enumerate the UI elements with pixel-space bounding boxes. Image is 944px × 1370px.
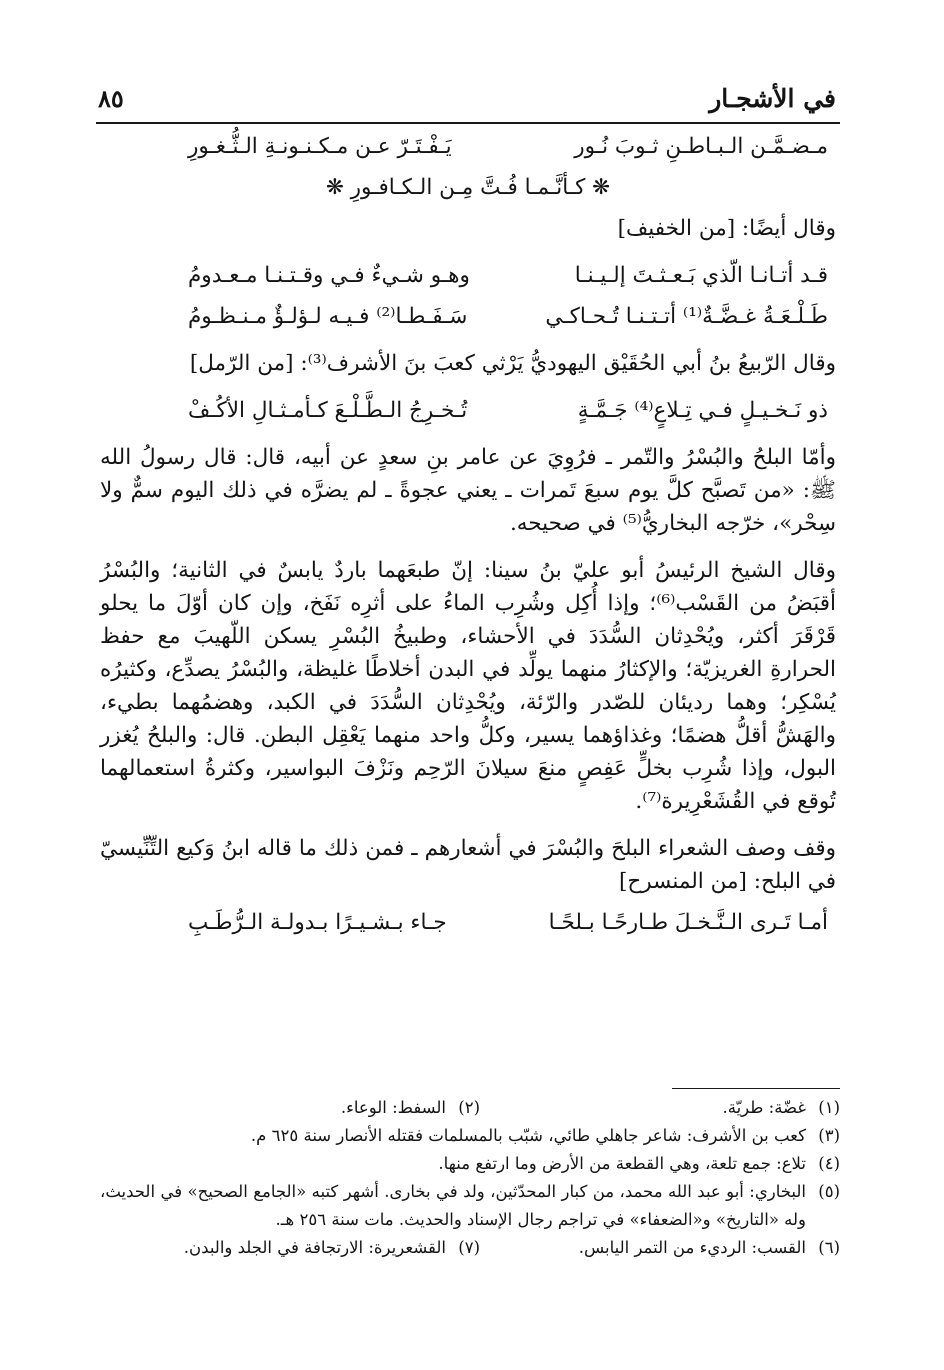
footnote-divider (672, 1088, 840, 1089)
footnote-row (100, 1122, 840, 1150)
footnote-number: (٤) (818, 1154, 840, 1173)
footnote-number: (٥) (818, 1182, 840, 1201)
footnote-row (100, 1150, 840, 1178)
verse-hemistich-right: قـد أتـانـا الّذي بَـعـثـتَ إلـيـنـا (574, 263, 828, 288)
footnote-text: كعب بن الأشرف: شاعر جاهلي طائي، شبّب بالمسلمات فقتله الأنصار سنة ٦٢٥ م. (250, 1126, 806, 1145)
footnote-text: السفط: الوعاء. (340, 1098, 446, 1117)
footnotes (100, 1094, 840, 1262)
verse-hemistich-left: جـاء بـشـيـرًا بـدولـة الـرُّطَـبِ (188, 910, 447, 935)
footnote-row (100, 1234, 840, 1262)
footnote-text: القسب: الرديء من التمر اليابس. (578, 1238, 806, 1257)
verse-hemistich-left: تُـخـرِجُ الـطَّـلْـعَ كـأمـثـالِ الأكُـفْ (188, 398, 468, 423)
paragraph: وأمّا البلحُ والبُسْرُ والتّمر ـ فرُوِيَ عن عامر بنِ سعدٍ عن أبيه، قال: قال رسولُ الله ﷺ: «من تَصبَّح كلَّ يوم سبعَ تَمرات ـ يعني عجوةً ـ لم يضرَّه في ذلك اليوم سمٌّ ولا سِحْر»، خرّجه البخاريُّ⁽⁵⁾ في صحيحه. (100, 445, 836, 536)
verse-hemistich-right: أمـا تَـرى الـنَّـخـلَ طـارحًـا بـلحًـا (548, 910, 828, 935)
page-number: ٨٥ (98, 84, 124, 113)
verse-intro: وقال أيضًا: [من الخفيف] (617, 216, 836, 241)
verse-hemistich-left: وهـو شـيءٌ فـي وقـتـنـا مـعـدومُ (188, 263, 470, 288)
footnote-number: (٧) (458, 1238, 480, 1257)
verse-hemistich-left: سَـفَـطـا⁽²⁾ فـيـه لـؤلـؤٌ مـنـظـومُ (188, 304, 468, 329)
footnote-text: القشعريرة: الارتجافة في الجلد والبدن. (183, 1238, 446, 1257)
verse-line (188, 394, 828, 427)
footnote-row (100, 1178, 840, 1234)
footnote-number: (١) (818, 1098, 840, 1117)
paragraph: وقال الشيخ الرئيسُ أبو عليّ بنُ سينا: إنّ طبعَهما باردٌ يابسٌ في الثانية؛ والبُسْرُ أقبَضُ من القَسْب⁽⁶⁾؛ وإذا أُكِل وشُرِب الماءُ على أثرِه نَفَخ، وإن كان أوّلَ ما يحلو قَرْقَرَ أكثر، ويُحْدِثان السُّدَدَ في الأحشاء، وطبيخُ البُسْرِ يسكن اللّهيبَ مع حفظ الحرارةِ الغريزيّة؛ والإكثارُ منهما يولِّد في البدن أخلاطًا غليظة، والبُسْرُ يصدِّع، وكثيرُه يُسْكِر؛ وهما رديئان للصّدر والرّئة، ويُحْدِثان السُّدَدَ في الكبد، وهضمُهما بطيء، والهَشُّ أقلُّ هضمًا؛ وغذاؤهما يسير، وكلُّ واحد منهما يَعْقِل البطن. قال: والبلحُ يُغزر البول، وإذا شُرِب بخلٍّ عَفِصٍ منعَ سيلانَ الرّحِم ونَزْفَ البواسير، وكثرةُ استعمالهما تُوقع في القُشَعْرِيرة⁽⁷⁾. (100, 558, 836, 814)
footnote-text: غضّة: طريّة. (722, 1098, 806, 1117)
verse-line (188, 906, 828, 939)
verse-line-centered: ❋ كـأنَّـمـا فُـتَّ مِـن الـكـافـورِ ❋ (325, 175, 611, 200)
main-text (100, 130, 836, 939)
verse-hemistich-right: ذو نَـخـيـلٍ فـي تِـلاعٍ⁽⁴⁾ جَـمَّـةٍ (577, 398, 828, 423)
footnote-text: البخاري: أبو عبد الله محمد، من كبار المحدّثين، ولد في بخارى. أشهر كتبه «الجامع الصحيح» في الحديث، وله «التاريخ» و«الضعفاء» في تراجم رجال الإسناد والحديث. مات سنة ٢٥٦ هـ. (100, 1182, 806, 1229)
verse-line (188, 130, 828, 163)
footnote-row (100, 1094, 840, 1122)
paragraph: وقف وصف الشعراء البلحَ والبُسْرَ في أشعارهم ـ فمن ذلك ما قاله ابنُ وَكيع التِّنِّيسيّ في البلح: [من المنسرح] (100, 836, 836, 894)
verse-line (188, 259, 828, 292)
verse-hemistich-left: يَـفْـتَـرّ عـن مـكـنـونـةِ الـثُّـغـورِ (188, 134, 452, 159)
verse-hemistich-right: طَـلْـعَـةُ غـضَّـةٌ⁽¹⁾ أتـتـنـا تُـحـاكـي (545, 304, 828, 329)
footnote-number: (٣) (818, 1126, 840, 1145)
running-head: في الأشجـار (709, 84, 836, 113)
footnote-number: (٦) (818, 1238, 840, 1257)
verse-intro: وقال الرّبيعُ بنُ أبي الحُقَيْق اليهوديُّ يَرْثي كعبَ بنَ الأشرف⁽³⁾: [من الرّمل] (189, 351, 836, 376)
footnote-number: (٢) (458, 1098, 480, 1117)
verse-line (188, 300, 828, 333)
footnote-text: تلاع: جمع تلعة، وهي القطعة من الأرض وما ارتفع منها. (438, 1154, 806, 1173)
verse-hemistich-right: مـضـمَّـن الـبـاطـنِ ثـوبَ نُـور (574, 134, 828, 159)
page-header (96, 78, 840, 124)
